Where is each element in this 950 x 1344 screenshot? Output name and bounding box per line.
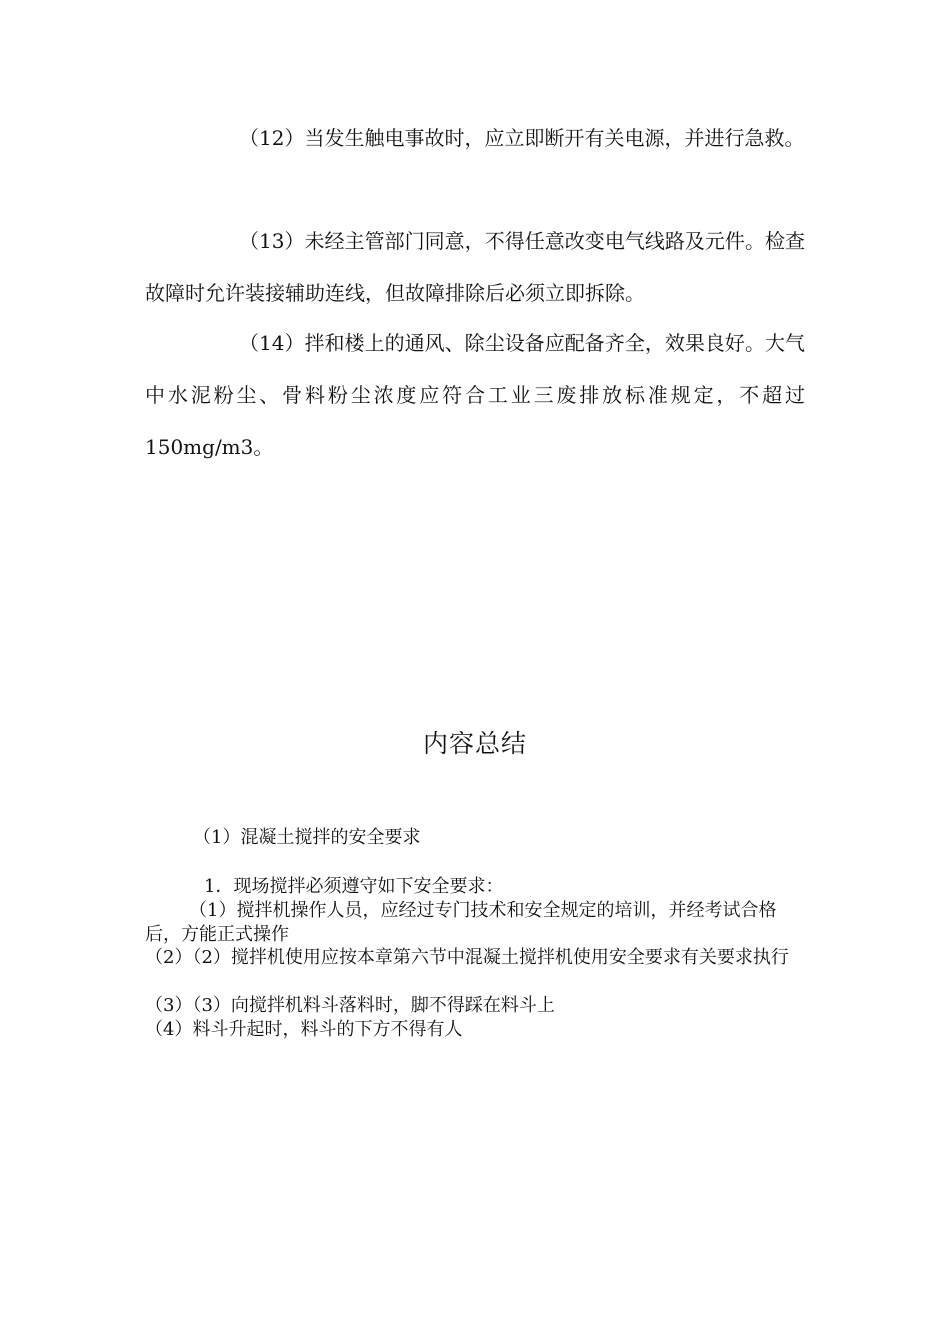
summary-item-3: （3）（3）向搅拌机料斗落料时，脚不得踩在料斗上 bbox=[145, 995, 555, 1016]
summary-item-4: （4）料斗升起时，料斗的下方不得有人 bbox=[145, 1019, 463, 1040]
paragraph-14: （14）拌和楼上的通风、除尘设备应配备齐全，效果良好。大气中水泥粉尘、骨料粉尘浓度应符合工业三废排放标准规定，不超过150mg/m3。 bbox=[145, 331, 805, 459]
summary-list-intro: 1．现场搅拌必须遵守如下安全要求： bbox=[204, 876, 504, 897]
summary-title: 内容总结 bbox=[422, 729, 527, 758]
paragraph-13: （13）未经主管部门同意，不得任意改变电气线路及元件。检查故障时允许装接辅助连线，但故障排除后必须立即拆除。 bbox=[145, 229, 805, 305]
paragraph-12: （12）当发生触电事故时，应立即断开有关电源，并进行急救。 bbox=[239, 126, 805, 150]
summary-item-2: （2）（2）搅拌机使用应按本章第六节中混凝土搅拌机使用安全要求有关要求执行 bbox=[145, 947, 789, 968]
summary-item-1: （1）搅拌机操作人员，应经过专门技术和安全规定的培训，并经考试合格后，方能正式操作 bbox=[145, 900, 777, 945]
summary-sub-heading: （1）混凝土搅拌的安全要求 bbox=[193, 827, 421, 848]
